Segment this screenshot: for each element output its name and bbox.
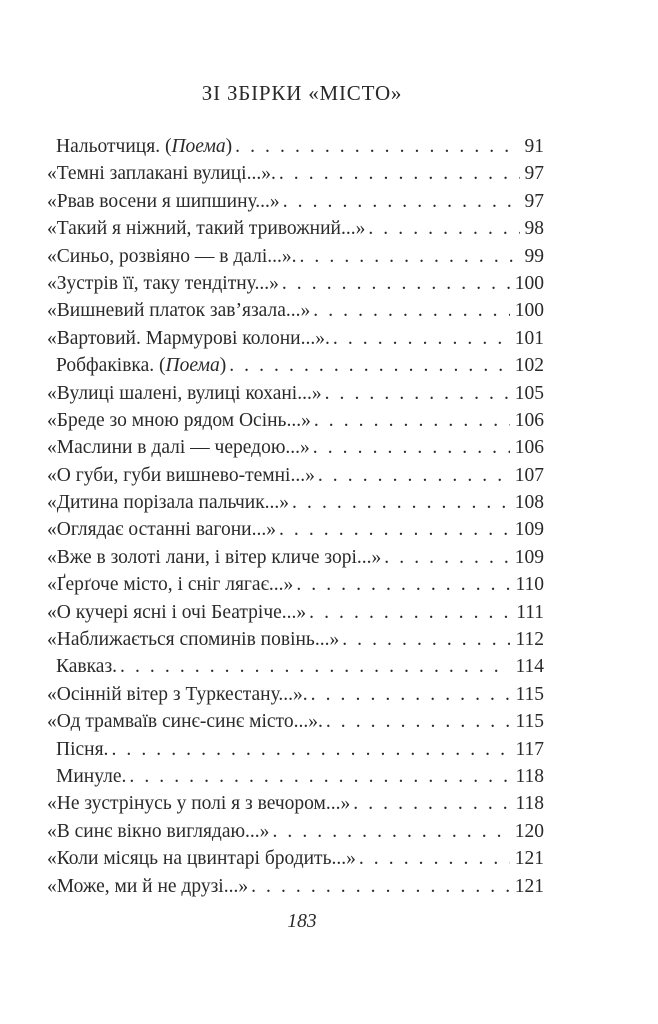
dot-leader <box>381 544 509 571</box>
toc-entry-title-text: «Вишневий платок зав’язала...» <box>47 300 311 322</box>
toc-entry-title <box>47 818 269 845</box>
toc-entry-page-number: 111 <box>516 601 544 623</box>
toc-entry <box>47 626 544 653</box>
dot-leader <box>279 270 510 297</box>
toc-entry-title <box>56 352 226 379</box>
dot-leader <box>293 571 510 598</box>
toc-entry-title-suffix: ) <box>225 136 233 157</box>
toc-entry <box>47 599 544 626</box>
toc-entry-title <box>47 873 248 900</box>
toc-entry-title-text: «В синє вікно виглядаю...» <box>47 820 270 842</box>
toc-entry-title-text: «Маслини в далі — чередою...» <box>47 437 310 459</box>
toc-entry-title <box>47 297 310 324</box>
toc-entry-title <box>47 626 339 653</box>
toc-entry-title-text: «Дитина порізала пальчик...» <box>47 492 290 514</box>
toc-entry <box>47 434 544 461</box>
toc-entry-title-text: «Вулиці шалені, вулиці кохані...» <box>47 382 322 404</box>
toc-entry-page-number: 108 <box>514 492 544 514</box>
toc-entry-title-text: «Зустрів її, таку тендітну...» <box>47 272 279 294</box>
toc-entry-page-number: 121 <box>514 848 544 870</box>
toc-entry-title-text: «Рвав восени я шипшину...» <box>47 190 280 212</box>
toc-entry <box>47 325 544 352</box>
toc-entry-title-text: «Наближається споминів повінь...» <box>47 629 340 651</box>
toc-entry-page-number: 99 <box>524 245 544 267</box>
toc-entry-title <box>47 434 310 461</box>
toc-entry-title-text: «Осінній вітер з Туркестану...». <box>47 683 308 705</box>
toc-entry <box>47 297 544 324</box>
toc-entry <box>47 188 544 215</box>
toc-entry-title-italic: Поема <box>165 355 220 377</box>
toc-entry-page-number: 97 <box>524 163 544 185</box>
toc-entry-page-number: 120 <box>514 820 544 842</box>
toc-entry <box>47 516 544 543</box>
dot-leader <box>350 790 510 817</box>
toc-entry <box>47 790 544 817</box>
toc-entry-title-text: «Вартовий. Мармурові колони...». <box>47 327 330 349</box>
toc-entry-title-suffix: ) <box>219 355 227 377</box>
dot-leader <box>269 818 509 845</box>
toc-entry <box>47 708 544 735</box>
section-title: ЗІ ЗБІРКИ «МІСТО» <box>201 81 403 105</box>
toc-entry-title-text: «Коли місяць на цвинтарі бродить...» <box>47 848 356 870</box>
toc-entry-title <box>47 489 289 516</box>
toc-entry-title-text: «Од трамваїв синє-синє місто...». <box>47 711 323 733</box>
toc-entry-title-italic: Поема <box>171 136 226 157</box>
toc-entry <box>47 380 544 407</box>
dot-leader <box>126 763 510 790</box>
toc-entry-title <box>47 215 365 242</box>
toc-entry-title-text: «Оглядає останні вагони...» <box>47 519 276 541</box>
toc-entry <box>56 653 544 680</box>
toc-entry-page-number: 102 <box>514 355 544 377</box>
dot-leader <box>323 708 511 735</box>
folio-page-number: 183 <box>287 911 317 932</box>
toc-entry-title <box>47 407 311 434</box>
toc-entry-page-number: 117 <box>515 738 544 760</box>
toc-list <box>47 133 544 900</box>
toc-entry-page-number: 100 <box>514 272 544 294</box>
dot-leader <box>276 516 510 543</box>
toc-entry-title <box>47 188 280 215</box>
dot-leader <box>296 243 519 270</box>
toc-entry-title <box>47 243 296 270</box>
toc-entry-page-number: 98 <box>524 218 544 240</box>
toc-entry-page-number: 112 <box>515 629 544 651</box>
dot-leader <box>310 434 510 461</box>
toc-entry-page-number: 115 <box>515 711 544 733</box>
toc-entry-title <box>47 270 279 297</box>
toc-entry-title <box>47 516 276 543</box>
toc-entry <box>47 407 544 434</box>
toc-entry <box>47 243 544 270</box>
toc-entry-title-text: «О губи, губи вишнево-темні...» <box>47 464 315 486</box>
toc-entry-page-number: 115 <box>515 683 544 705</box>
toc-entry <box>47 160 544 187</box>
dot-leader <box>322 380 510 407</box>
toc-entry-page-number: 118 <box>515 765 544 787</box>
dot-leader <box>289 489 510 516</box>
dot-leader <box>232 133 519 160</box>
toc-entry-page-number: 109 <box>514 519 544 541</box>
dot-leader <box>306 599 511 626</box>
toc-entry-page-number: 97 <box>524 190 544 212</box>
toc-entry <box>47 571 544 598</box>
toc-entry-page-number: 100 <box>514 300 544 322</box>
dot-leader <box>330 325 510 352</box>
toc-entry-title <box>47 790 350 817</box>
toc-entry <box>56 352 544 379</box>
toc-entry-page-number: 91 <box>524 136 544 157</box>
toc-entry-page-number: 110 <box>515 574 544 596</box>
toc-entry-title <box>47 462 315 489</box>
dot-leader <box>311 407 510 434</box>
toc-entry-title <box>47 708 323 735</box>
toc-entry-page-number: 118 <box>515 793 544 815</box>
dot-leader <box>226 352 510 379</box>
toc-entry <box>47 681 544 708</box>
toc-entry <box>47 845 544 872</box>
toc-entry-page-number: 121 <box>514 875 544 897</box>
toc-entry <box>47 270 544 297</box>
toc-entry-title <box>56 736 108 763</box>
toc-entry <box>56 763 544 790</box>
toc-entry-title-text: «Синьо, розвіяно — в далі...». <box>47 245 297 267</box>
toc-entry-title <box>47 681 308 708</box>
toc-entry <box>47 818 544 845</box>
toc-entry-title-text: «Бреде зо мною рядом Осінь...» <box>47 409 311 431</box>
toc-entry-title <box>47 571 293 598</box>
toc-entry-title-text: «Такий я ніжний, такий тривожний...» <box>47 218 366 240</box>
toc-entry <box>47 462 544 489</box>
toc-entry <box>56 133 544 160</box>
toc-entry-page-number: 107 <box>514 464 544 486</box>
toc-entry-title <box>47 845 356 872</box>
toc-entry-page-number: 105 <box>514 382 544 404</box>
toc-entry-title <box>56 653 117 680</box>
toc-entry-title <box>47 380 322 407</box>
toc-entry-page-number: 106 <box>514 409 544 431</box>
toc-entry-title-text: Робфаківка. ( <box>56 355 166 377</box>
toc-entry-page-number: 101 <box>514 327 544 349</box>
toc-entry-page-number: 114 <box>515 656 544 678</box>
toc-entry <box>56 736 544 763</box>
toc-entry-title-text: «Ґерґоче місто, і сніг лягає...» <box>47 574 294 596</box>
toc-entry-page-number: 106 <box>514 437 544 459</box>
dot-leader <box>248 873 510 900</box>
toc-entry-page-number: 109 <box>514 546 544 568</box>
toc-entry-title-text: «Темні заплакані вулиці...». <box>47 163 276 185</box>
toc-entry-title-text: «О кучері ясні і очі Беатріче...» <box>47 601 307 623</box>
toc-entry-title-text: «Може, ми й не друзі...» <box>47 875 249 897</box>
toc-entry-title-text: Пісня. <box>56 738 109 760</box>
toc-entry-title-text: «Вже в золоті лани, і вітер кличе зорі...» <box>47 546 382 568</box>
dot-leader <box>356 845 510 872</box>
toc-entry-title <box>47 599 306 626</box>
dot-leader <box>280 188 520 215</box>
dot-leader <box>365 215 519 242</box>
dot-leader <box>117 653 510 680</box>
toc-entry-title-text: Кавказ. <box>56 656 118 678</box>
toc-entry <box>47 544 544 571</box>
toc-entry-title <box>47 544 381 571</box>
dot-leader <box>310 297 510 324</box>
dot-leader <box>108 736 510 763</box>
toc-entry-title-text: «Не зустрінусь у полі я з вечором...» <box>47 793 351 815</box>
toc-entry-title <box>56 133 232 160</box>
toc-entry <box>47 215 544 242</box>
toc-entry-title <box>56 763 126 790</box>
toc-entry-title-text: Минуле. <box>56 765 127 787</box>
dot-leader <box>276 160 520 187</box>
dot-leader <box>339 626 510 653</box>
toc-entry-title <box>47 325 330 352</box>
toc-entry <box>47 489 544 516</box>
dot-leader <box>315 462 510 489</box>
toc-entry <box>47 873 544 900</box>
toc-entry-title-text: Нальотчиця. ( <box>56 136 172 157</box>
dot-leader <box>308 681 511 708</box>
toc-entry-title <box>47 160 276 187</box>
